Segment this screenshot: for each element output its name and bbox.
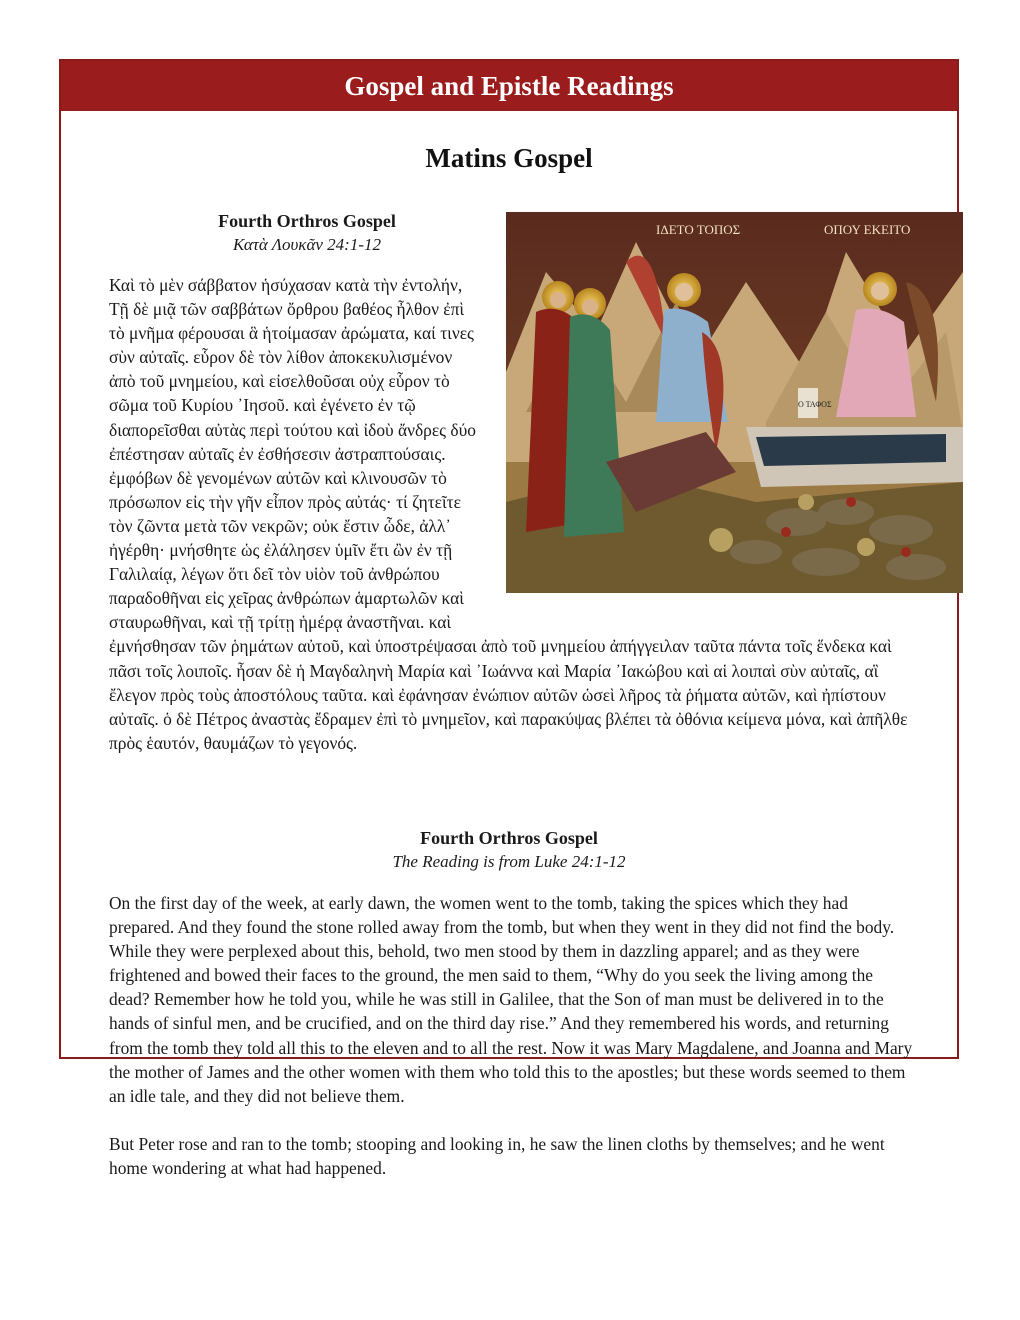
- greek-gospel-text: [109, 273, 909, 755]
- inscription-left: [656, 222, 740, 237]
- greek-reading-reference: Κατὰ Λουκᾶν 24:1-12: [233, 235, 381, 254]
- english-reading-reference: The Reading is from Luke 24:1-12: [392, 852, 626, 871]
- english-paragraph: But Peter rose and ran to the tomb; stooping and looking in, he saw the linen cloths by themselves; and he went home wondering at what had happened.: [109, 1133, 885, 1178]
- image-wrap-spacer: [489, 273, 909, 613]
- svg-text:ΙΔΕΤΟ ΤΟΠΟΣ: ΙΔΕΤΟ ΤΟΠΟΣ: [656, 222, 741, 237]
- section-title: Matins Gospel: [425, 143, 593, 173]
- english-reading-heading: Fourth Orthros Gospel: [420, 828, 598, 848]
- svg-text:Ο ΤΑΦΟΣ: Ο ΤΑΦΟΣ: [798, 400, 832, 409]
- svg-text:ΟΠΟΥ ΕΚΕΙΤΟ: ΟΠΟΥ ΕΚΕΙΤΟ: [824, 222, 911, 237]
- page-frame: [59, 59, 959, 1178]
- greek-gospel-body: Καὶ τὸ μὲν σάββατον ἡσύχασαν κατὰ τὴν ἐντολήν, Τῇ δὲ μιᾷ τῶν σαββάτων ὄρθρου βαθέος ἦλθον ἐπὶ τὸ μνῆμα φέρουσαι ἃ ἡτοίμασαν ἀρώματα, καί τινες σὺν αὐταῖς. εὗρον δὲ τὸν λίθον ἀποκεκυλισμένον ἀπὸ τοῦ μνημείου, καὶ εἰσελθοῦσαι οὐχ εὗρον τὸ σῶμα τοῦ Κυρίου ᾿Ιησοῦ. καὶ ἐγένετο ἐν τῷ διαπορεῖσθαι αὐτὰς περὶ τούτου καὶ ἰδοὺ ἄνδρες δύο ἐπέστησαν αὐταῖς ἐν ἐσθήσεσιν ἀστραπτούσαις. ἐμφόβων δὲ γενομένων αὐτῶν καὶ κλινουσῶν τὸ πρόσωπον εἰς τὴν γῆν εἶπον πρὸς αὐτάς· τί ζητεῖτε τὸν ζῶντα μετὰ τῶν νεκρῶν; οὐκ ἔστιν ὧδε, ἀλλ᾿ ἠγέρθη· μνήσθητε ὡς ἐλάλησεν ὑμῖν ἔτι ὢν ἐν τῇ Γαλιλαίᾳ, λέγων ὅτι δεῖ τὸν υἱὸν τοῦ ἀνθρώπου παραδοθῆναι εἰς χεῖρας ἀνθρώπων ἁμαρτωλῶν καὶ σταυρωθῆναι, καὶ τῇ τρίτῃ ἡμέρᾳ ἀναστῆναι. καὶ ἐμνήσθησαν τῶν ῥημάτων αὐτοῦ, καὶ ὑποστρέψασαι ἀπὸ τοῦ μνημείου ἀπήγγειλαν ταῦτα πάντα τοῖς ἕνδεκα καὶ πᾶσι τοῖς λοιποῖς. ἦσαν δὲ ἡ Μαγδαληνὴ Μαρία καὶ ᾿Ιωάννα καὶ Μαρία ᾿Ιακώβου καὶ αἱ λοιπαὶ σὺν αὐταῖς, αἳ ἔλεγον πρὸς τοὺς ἀποστόλους ταῦτα. καὶ ἐφάνησαν ἐνώπιον αὐτῶν ὡσεὶ λῆρος τὰ ῥήματα αὐτῶν, καὶ ἠπίστουν αὐταῖς. ὁ δὲ Πέτρος ἀναστὰς ἔδραμεν ἐπὶ τὸ μνημεῖον, καὶ παρακύψας βλέπει τὰ ὀθόνια κείμενα μόνα, καὶ ἀπῆλθε πρὸς ἑαυτόν, θαυμάζων τὸ γεγονός.: [109, 275, 908, 753]
- greek-reading-heading: Fourth Orthros Gospel: [218, 211, 396, 231]
- english-paragraph: On the first day of the week, at early dawn, the women went to the tomb, taking the spices which they had prepared. And they found the stone rolled away from the tomb, but when they went in they did not find the body. While they were perplexed about this, behold, two men stood by them in dazzling apparel; and as they were frightened and bowed their faces to the ground, the men said to them, “Why do you seek the living among the dead? Remember how he told you, while he was still in Galilee, that the Son of man must be delivered in to the hands of sinful men, and be crucified, and on the third day rise.” And they remembered his words, and returning from the tomb they told all this to the eleven and to all the rest. Now it was Mary Magdalene, and Joanna and Mary the mother of James and the other women with them who told this to the apostles; but these words seemed to them an idle tale, and they did not believe them.: [109, 893, 913, 1106]
- english-gospel-text: [109, 891, 915, 1204]
- page-banner: Gospel and Epistle Readings: [61, 61, 957, 111]
